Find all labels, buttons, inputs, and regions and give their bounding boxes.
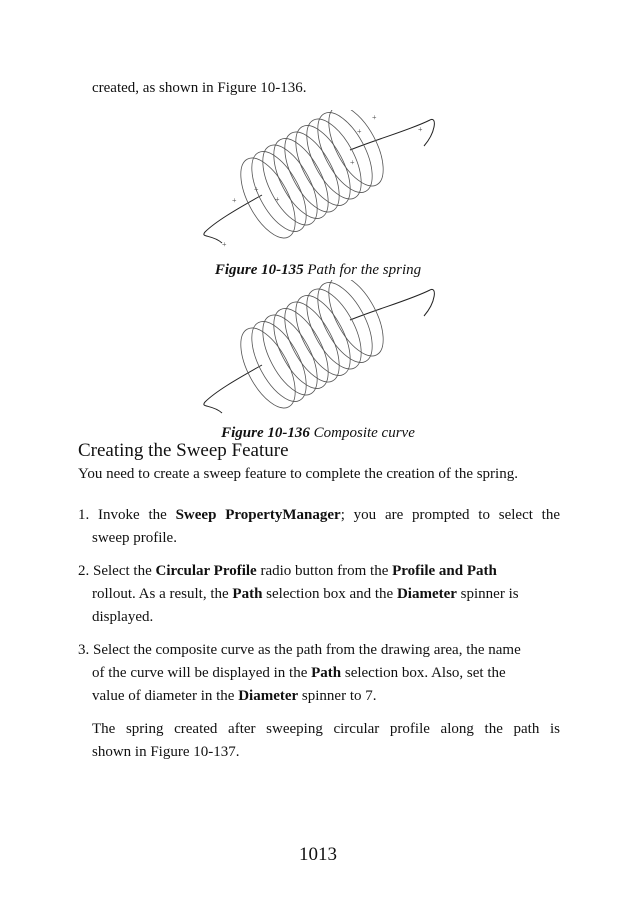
figure-title: Path for the spring [307, 262, 422, 278]
spring-coil [318, 110, 395, 194]
point-marker: + [275, 195, 280, 204]
step-1: 1. Invoke the Sweep PropertyManager; you are prompted to select the [78, 507, 561, 523]
spring-line [204, 365, 262, 413]
spring-line [350, 289, 434, 320]
spring-coil [307, 280, 384, 371]
closing-cont: shown in Figure 10-137. [92, 744, 240, 760]
intro-text: created, as shown in Figure 10-136. [92, 80, 307, 96]
step-2-cont: rollout. As a result, the Path selection box and the Diameter spinner is [92, 586, 519, 602]
figure-composite-curve [0, 280, 636, 425]
point-marker: + [372, 113, 377, 122]
point-marker: + [232, 196, 237, 205]
step-2: 2. Select the Circular Profile radio button from the Profile and Path [78, 563, 497, 579]
figure-title: Composite curve [313, 425, 415, 441]
step-2-cont2: displayed. [92, 609, 154, 625]
step-3-cont2: value of diameter in the Diameter spinner to 7. [92, 688, 377, 704]
closing-paragraph: The spring created after sweeping circular profile along the path is [92, 721, 560, 737]
step-1-cont: sweep profile. [92, 530, 177, 546]
spring-coil [307, 110, 384, 201]
spring-coil [318, 280, 395, 364]
point-marker: + [222, 240, 227, 249]
figure-number: Figure 10-135 [214, 262, 304, 278]
step-3: 3. Select the composite curve as the path from the drawing area, the name [78, 642, 521, 658]
point-marker: + [357, 127, 362, 136]
step-3-cont: of the curve will be displayed in the Path selection box. Also, set the [92, 665, 506, 681]
intro-paragraph: You need to create a sweep feature to complete the creation of the spring. [78, 466, 518, 482]
figure-number: Figure 10-136 [221, 425, 310, 441]
figure-caption-135 [0, 262, 636, 279]
figure-spring-path [0, 110, 636, 260]
point-marker: + [350, 158, 355, 167]
spring-line [350, 119, 434, 150]
point-marker: + [418, 125, 423, 134]
page-number: 1013 [299, 844, 337, 865]
section-heading: Creating the Sweep Feature [78, 440, 289, 461]
point-marker: + [254, 185, 259, 194]
